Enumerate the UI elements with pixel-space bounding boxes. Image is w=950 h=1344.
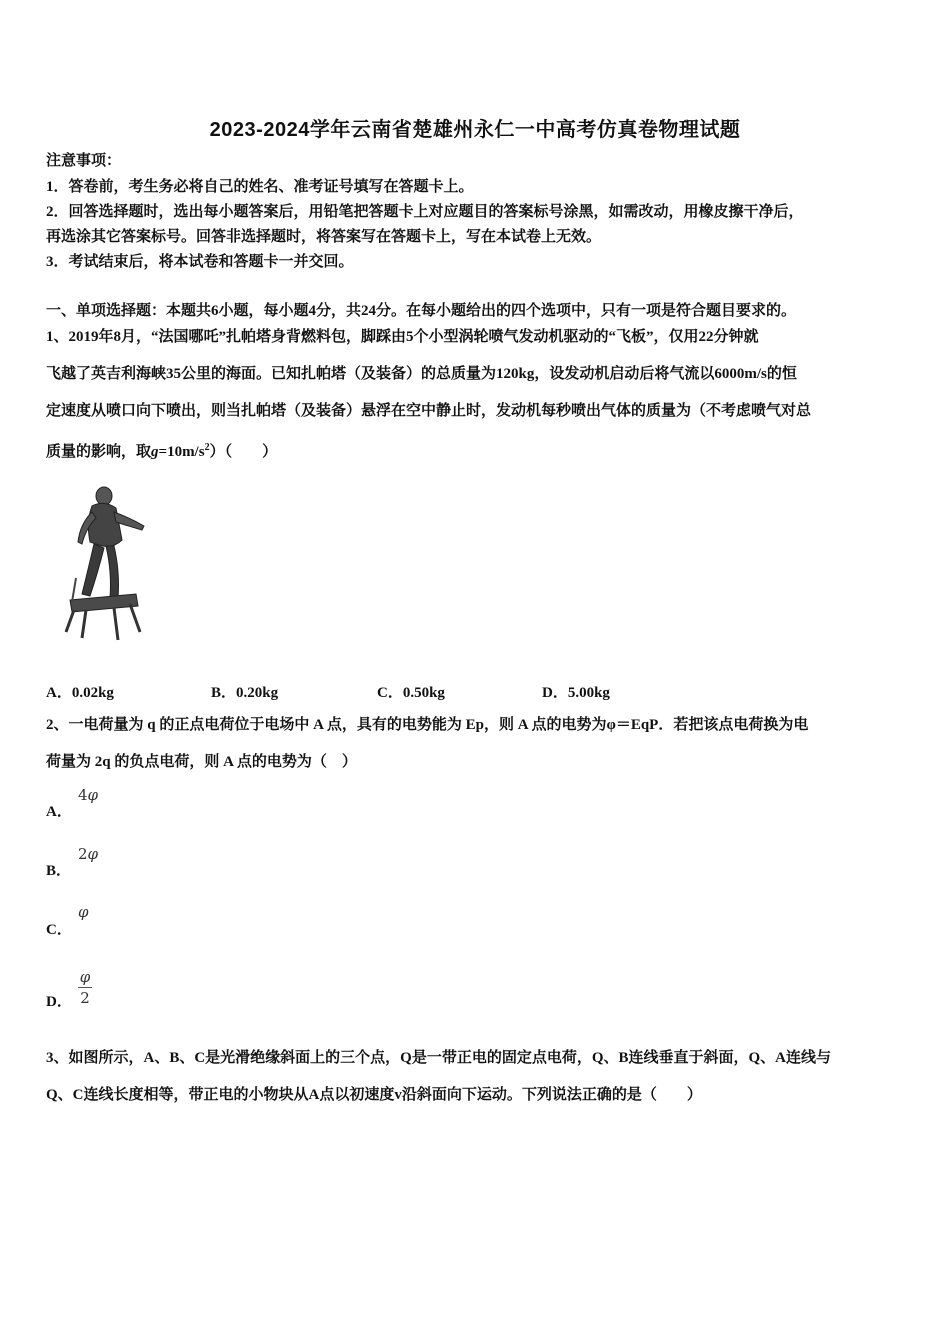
q1-g-variable: g xyxy=(151,444,159,460)
q2-option-a[interactable]: A． xyxy=(46,804,72,820)
notice-item-2-cont: 再选涂其它答案标号。回答非选择题时，将答案写在答题卡上，写在本试卷上无效。 xyxy=(46,229,602,245)
q2-option-b[interactable]: B． xyxy=(46,863,72,879)
q2-option-c-value xyxy=(78,903,89,921)
q2-option-b-coef: 2 xyxy=(78,845,88,863)
section-heading: 一、单项选择题：本题共6小题，每小题4分，共24分。在每小题给出的四个选项中，只有一项是符合题目要求的。 xyxy=(46,303,797,319)
q2-option-a-phi: φ xyxy=(87,786,99,804)
fraction-bar xyxy=(78,987,92,988)
notice-item-3: 3．考试结束后，将本试卷和答题卡一并交回。 xyxy=(46,254,354,270)
notice-item-2: 2．回答选择题时，选出每小题答案后，用铅笔把答题卡上对应题目的答案标号涂黑，如需改动，用橡皮擦干净后， xyxy=(46,204,804,220)
jetpack-flyer-figure xyxy=(52,482,152,647)
q2-line-1: 2、一电荷量为 q 的正点电荷位于电场中 A 点，具有的电势能为 Ep，则 A 点的电势为φ＝EqP．若把该点电荷换为电 xyxy=(46,717,809,733)
q1-g-value: =10m/s xyxy=(158,444,205,460)
q2-option-a-coef: 4 xyxy=(78,786,88,804)
q2-option-d[interactable]: D． xyxy=(46,994,72,1010)
page-title: 2023-2024学年云南省楚雄州永仁一中高考仿真卷物理试题 xyxy=(209,119,741,141)
q2-option-d-fraction xyxy=(78,968,92,1007)
q2-option-b-value xyxy=(78,845,98,863)
q3-line-1: 3、如图所示，A、B、C是光滑绝缘斜面上的三个点，Q是一带正电的固定点电荷，Q、B连线垂直于斜面，Q、A连线与 xyxy=(46,1050,832,1066)
q1-line-4-suffix: ）（ ） xyxy=(209,444,278,460)
q1-option-b[interactable]: B．0.20kg xyxy=(211,685,279,701)
q1-option-c[interactable]: C．0.50kg xyxy=(377,685,445,701)
q2-line-2: 荷量为 2q 的负点电荷，则 A 点的电势为（ ） xyxy=(46,754,357,770)
q2-option-c-phi: φ xyxy=(78,903,89,921)
q1-line-2: 飞越了英吉利海峡35公里的海面。已知扎帕塔（及装备）的总质量为120kg，设发动机启动后将气流以6000m/s的恒 xyxy=(46,366,797,382)
q1-option-a[interactable]: A．0.02kg xyxy=(46,685,114,701)
q1-line-3: 定速度从喷口向下喷出，则当扎帕塔（及装备）悬浮在空中静止时，发动机每秒喷出气体的质量为（不考虑喷气对总 xyxy=(46,403,812,419)
q2-option-c[interactable]: C． xyxy=(46,922,72,938)
notice-heading: 注意事项： xyxy=(46,153,122,169)
q2-option-b-phi: φ xyxy=(87,845,99,863)
notice-item-1: 1．答卷前，考生务必将自己的姓名、准考证号填写在答题卡上。 xyxy=(46,179,474,195)
q2-option-d-denominator: 2 xyxy=(80,989,90,1007)
q1-line-1: 1、2019年8月，“法国哪吒”扎帕塔身背燃料包，脚踩由5个小型涡轮喷气发动机驱动的“飞板”，仅用22分钟就 xyxy=(46,329,759,345)
q3-line-2: Q、C连线长度相等，带正电的小物块从A点以初速度v沿斜面向下运动。下列说法正确的是（ ） xyxy=(46,1087,702,1103)
q2-option-a-value xyxy=(78,786,98,804)
q1-option-d[interactable]: D．5.00kg xyxy=(542,685,610,701)
q2-option-d-numerator: φ xyxy=(79,968,91,986)
q1-g-exponent: 2 xyxy=(204,442,210,453)
q1-line-4 xyxy=(46,438,277,462)
q1-line-4-prefix: 质量的影响，取 xyxy=(46,444,152,460)
